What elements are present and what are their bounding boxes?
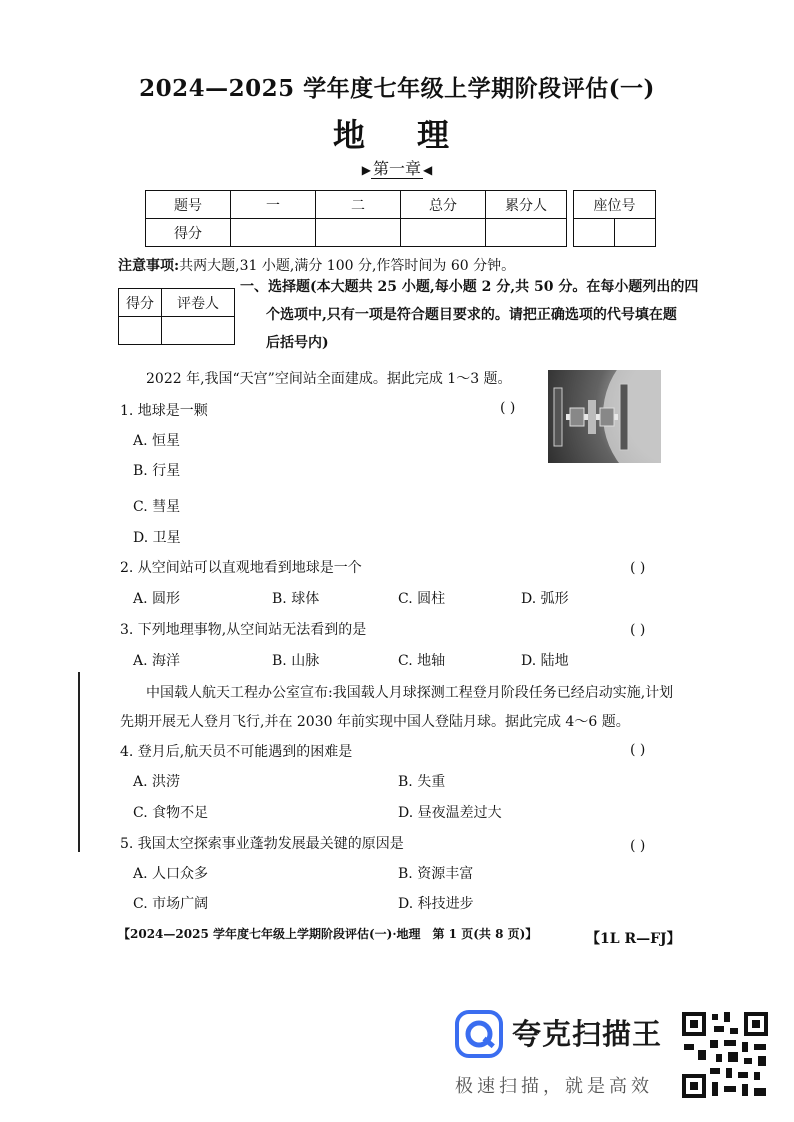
answer-paren[interactable]: ( ) — [630, 560, 646, 576]
answer-paren[interactable]: ( ) — [630, 742, 646, 758]
reviewer-score-label: 得分 — [119, 289, 162, 317]
space-station-photo — [548, 370, 661, 463]
passage-2-line: 中国载人航天工程办公室宣布:我国载人月球探测工程登月阶段任务已经启动实施,计划 — [146, 685, 674, 701]
exam-title: 2024—2025 学年度七年级上学期阶段评估(一) — [139, 75, 655, 102]
seat-cell[interactable] — [615, 219, 656, 247]
reviewer-label: 评卷人 — [162, 289, 235, 317]
option: A. 海洋 — [133, 653, 181, 669]
question-4-stem: 4. 登月后,航天员不可能遇到的困难是 — [120, 744, 353, 760]
option: B. 球体 — [272, 591, 320, 607]
reviewer-table — [118, 288, 235, 345]
option: A. 人口众多 — [133, 866, 209, 882]
passage-2-line: 先期开展无人登月飞行,并在 2030 年前实现中国人登陆月球。据此完成 4～6 题。 — [120, 714, 630, 730]
option: D. 昼夜温差过大 — [398, 805, 502, 821]
score-cell[interactable] — [231, 219, 316, 247]
option: C. 食物不足 — [133, 805, 209, 821]
option: B. 资源丰富 — [398, 866, 474, 882]
answer-paren[interactable]: ( ) — [630, 838, 646, 854]
seat-cell[interactable] — [574, 219, 615, 247]
notice-label: 注意事项: — [118, 258, 180, 274]
option: D. 弧形 — [521, 591, 569, 607]
score-table-header: 总分 — [401, 191, 486, 219]
option: A. 恒星 — [133, 433, 181, 449]
chapter-label — [0, 156, 794, 179]
option: B. 山脉 — [272, 653, 320, 669]
score-table-header: 二 — [316, 191, 401, 219]
margin-line — [78, 672, 80, 852]
score-cell[interactable] — [316, 219, 401, 247]
question-5-stem: 5. 我国太空探索事业蓬勃发展最关键的原因是 — [120, 836, 404, 852]
scanner-slogan: 极速扫描，就是高效 — [455, 1076, 653, 1097]
answer-paren[interactable]: ( ) — [630, 622, 646, 638]
subject-title: 地理 — [332, 116, 501, 154]
score-table-header: 累分人 — [486, 191, 567, 219]
option: D. 陆地 — [521, 653, 569, 669]
option: D. 科技进步 — [398, 896, 474, 912]
option: B. 行星 — [133, 463, 181, 479]
option: D. 卫星 — [133, 530, 181, 546]
section-heading-line: 一、选择题(本大题共 25 小题,每小题 2 分,共 50 分。在每小题列出的四 — [240, 279, 699, 295]
qr-code-icon — [680, 1010, 770, 1100]
seat-label: 座位号 — [574, 191, 656, 219]
triangle-left-icon: ◀ — [423, 163, 433, 177]
score-row-label: 得分 — [146, 219, 231, 247]
chapter-text: 第一章 — [372, 159, 421, 178]
option: C. 市场广阔 — [133, 896, 209, 912]
section-heading-line: 后括号内) — [266, 335, 329, 351]
score-cell[interactable] — [486, 219, 567, 247]
score-cell[interactable] — [401, 219, 486, 247]
triangle-right-icon: ▶ — [361, 163, 371, 177]
option: B. 失重 — [398, 774, 446, 790]
passage-1: 2022 年,我国“天宫”空间站全面建成。据此完成 1～3 题。 — [146, 371, 512, 387]
notice — [118, 255, 515, 275]
reviewer-cell[interactable] — [162, 317, 235, 345]
option: A. 洪涝 — [133, 774, 181, 790]
paper-code: 【1L R—FJ】 — [586, 931, 681, 947]
section-heading-line: 个选项中,只有一项是符合题目要求的。请把正确选项的代号填在题 — [266, 307, 677, 323]
question-1-stem: 1. 地球是一颗 — [120, 403, 208, 419]
option: C. 地轴 — [398, 653, 446, 669]
score-table-header: 一 — [231, 191, 316, 219]
option: C. 彗星 — [133, 499, 181, 515]
option: C. 圆柱 — [398, 591, 446, 607]
seat-table — [573, 190, 656, 247]
scanner-logo-icon — [455, 1010, 503, 1058]
page-footer: 【2024—2025 学年度七年级上学期阶段评估(一)·地理 第 1 页(共 8 页)】 — [118, 927, 538, 941]
space-station-icon — [548, 370, 661, 463]
option: A. 圆形 — [133, 591, 181, 607]
scanner-brand: 夸克扫描王 — [512, 1017, 663, 1051]
score-table-header: 题号 — [146, 191, 231, 219]
answer-paren[interactable]: ( ) — [500, 400, 516, 416]
score-table — [145, 190, 567, 247]
question-3-stem: 3. 下列地理事物,从空间站无法看到的是 — [120, 622, 367, 638]
notice-text: 共两大题,31 小题,满分 100 分,作答时间为 60 分钟。 — [179, 258, 516, 274]
question-2-stem: 2. 从空间站可以直观地看到地球是一个 — [120, 560, 362, 576]
reviewer-score-cell[interactable] — [119, 317, 162, 345]
